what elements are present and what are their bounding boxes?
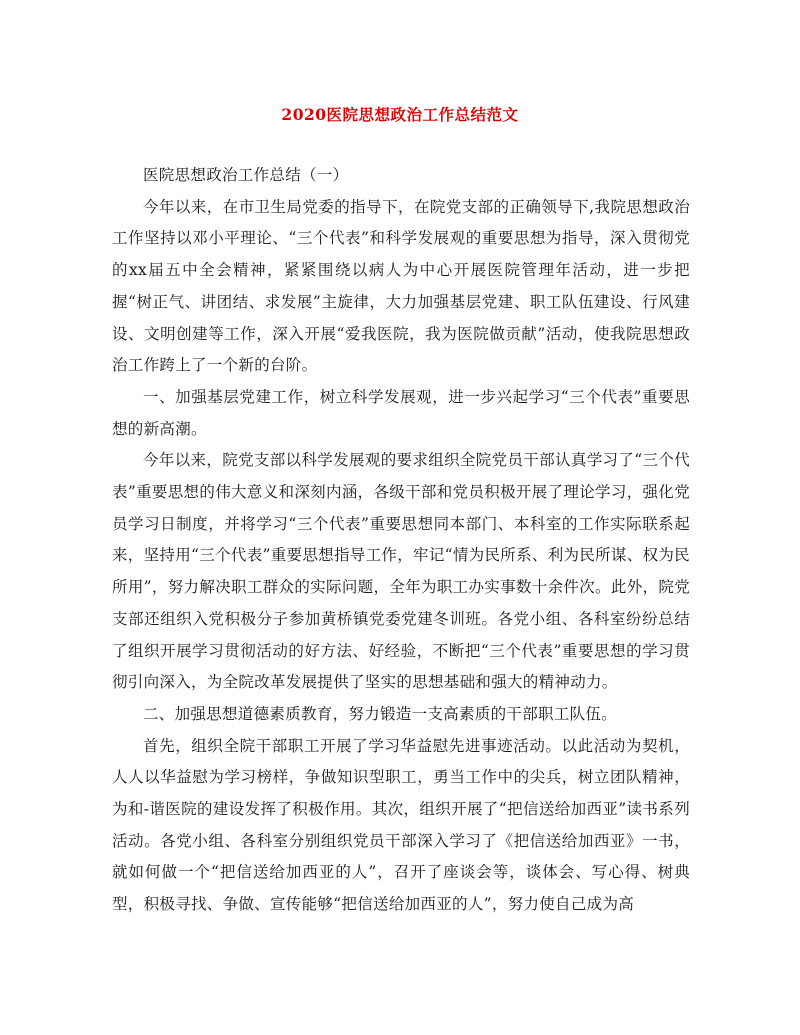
document-body — [112, 160, 690, 921]
paragraph-party-building: 今年以来，院党支部以科学发展观的要求组织全院党员干部认真学习了“三个代表”重要思想的伟大意义和深刻内涵，各级干部和党员积极开展了理论学习，强化党员学习日制度，并将学习“三个代表”重要思想同本部门、本科室的工作实际联系起来，坚持用“三个代表”重要思想指导工作，牢记“情为民所系、利为民所谋、权为民所用”，努力解决职工群众的实际问题，全年为职工办实事数十余件次。此外，院党支部还组织入党积极分子参加黄桥镇党委党建冬训班。各党小组、各科室纷纷总结了组织开展学习贯彻活动的好方法、好经验，不断把“三个代表”重要思想的学习贯彻引向深入，为全院改革发展提供了坚实的思想基础和强大的精神动力。 — [112, 451, 690, 692]
paragraph-intro: 今年以来，在市卫生局党委的指导下，在院党支部的正确领导下,我院思想政治工作坚持以邓小平理论、“三个代表”和科学发展观的重要思想为指导，深入贯彻党的xx届五中全会精神，紧紧围绕以病人为中心开展医院管理年活动，进一步把握“树正气、讲团结、求发展”主旋律，大力加强基层党建、职工队伍建设、行风建设、文明创建等工作，深入开展“爱我医院，我为医院做贡献”活动，使我院思想政治工作跨上了一个新的台阶。 — [112, 197, 690, 375]
paragraph-moral-education: 首先，组织全院干部职工开展了学习华益慰先进事迹活动。以此活动为契机，人人以华益慰为学习榜样，争做知识型职工，勇当工作中的尖兵，树立团队精神，为和-谐医院的建设发挥了积极作用。其次，组织开展了“把信送给加西亚”读书系列活动。各党小组、各科室分别组织党员干部深入学习了《把信送给加西亚》一书，就如何做一个“把信送给加西亚的人”，召开了座谈会等，谈体会、写心得、树典型，积极寻找、争做、宣传能够“把信送给加西亚的人”，努力使自己成为高 — [112, 736, 690, 914]
document-title: 2020医院思想政治工作总结范文 — [281, 105, 519, 124]
section-heading-2: 二、加强思想道德素质教育，努力锻造一支高素质的干部职工队伍。 — [143, 704, 618, 723]
section-subtitle: 医院思想政治工作总结（一） — [143, 166, 349, 184]
section-heading-1: 一、加强基层党建工作，树立科学发展观，进一步兴起学习“三个代表”重要思想的新高潮。 — [112, 387, 690, 438]
